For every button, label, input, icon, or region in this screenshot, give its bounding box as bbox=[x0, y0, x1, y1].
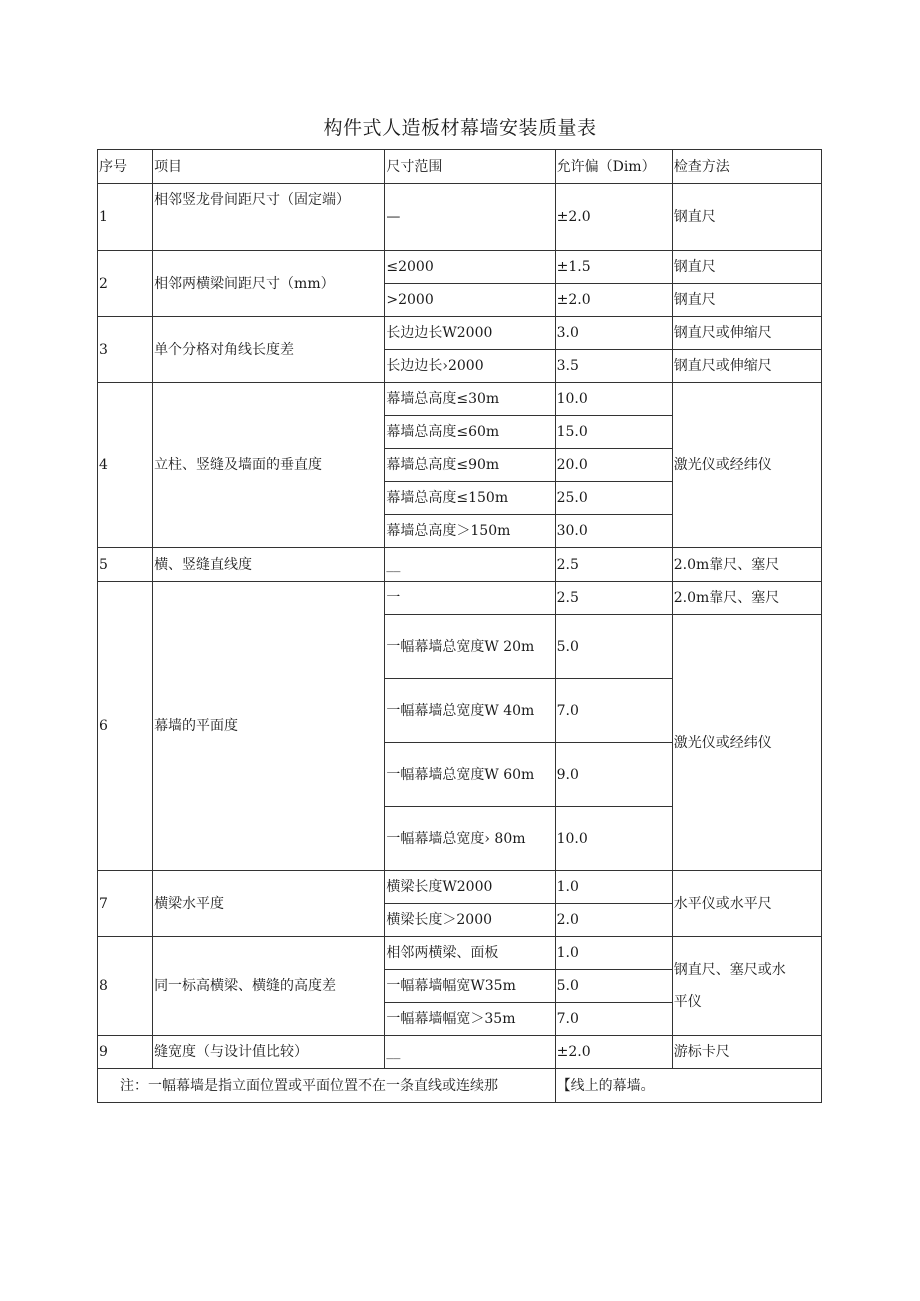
method-cell: 钢直尺或伸缩尺 bbox=[672, 317, 821, 350]
range-cell: 幕墙总高度≤30m bbox=[385, 383, 555, 416]
note-text: 注：一幅幕墙是指立面位置或平面位置不在一条直线或连续那 bbox=[98, 1069, 556, 1103]
item-cell: 相邻竖龙骨间距尺寸（固定端） bbox=[153, 184, 385, 251]
table-row bbox=[98, 937, 822, 970]
table-row bbox=[98, 871, 822, 904]
range-cell: 幕墙总高度≤90m bbox=[385, 449, 555, 482]
tolerance-cell: 10.0 bbox=[555, 383, 672, 416]
method-cell: 游标卡尺 bbox=[672, 1036, 821, 1069]
tolerance-cell: ±2.0 bbox=[555, 184, 672, 251]
row-number: 6 bbox=[98, 582, 153, 871]
tolerance-cell: 20.0 bbox=[555, 449, 672, 482]
table-row bbox=[98, 582, 822, 615]
method-cell: 钢直尺 bbox=[672, 251, 821, 284]
tolerance-cell: 5.0 bbox=[555, 615, 672, 679]
table-row bbox=[98, 184, 822, 251]
row-number: 1 bbox=[98, 184, 153, 251]
range-cell: 横梁长度＞2000 bbox=[385, 904, 555, 937]
tolerance-cell: 25.0 bbox=[555, 482, 672, 515]
header-cell: 项目 bbox=[153, 150, 385, 184]
row-number: 2 bbox=[98, 251, 153, 317]
row-number: 9 bbox=[98, 1036, 153, 1069]
header-cell: 序号 bbox=[98, 150, 153, 184]
header-cell: 尺寸范围 bbox=[385, 150, 555, 184]
row-number: 7 bbox=[98, 871, 153, 937]
range-cell: ≤2000 bbox=[385, 251, 555, 284]
range-cell: 幕墙总高度≤60m bbox=[385, 416, 555, 449]
range-cell: 一幅幕墙总宽度› 80m bbox=[385, 807, 555, 871]
item-cell: 立柱、竖缝及墙面的垂直度 bbox=[153, 383, 385, 548]
item-cell: 相邻两横梁间距尺寸（mm） bbox=[153, 251, 385, 317]
item-cell: 同一标高横梁、横缝的高度差 bbox=[153, 937, 385, 1036]
tolerance-cell: 30.0 bbox=[555, 515, 672, 548]
item-cell: 横、竖缝直线度 bbox=[153, 548, 385, 582]
method-cell: 钢直尺 bbox=[672, 184, 821, 251]
method-cell: 钢直尺 bbox=[672, 284, 821, 317]
range-cell: — bbox=[385, 184, 555, 251]
tolerance-cell: 2.0 bbox=[555, 904, 672, 937]
tolerance-cell: 7.0 bbox=[555, 1003, 672, 1036]
method-cell: 2.0m靠尺、塞尺 bbox=[672, 582, 821, 615]
tolerance-cell: 9.0 bbox=[555, 743, 672, 807]
note-row bbox=[98, 1069, 822, 1103]
header-cell: 检查方法 bbox=[672, 150, 821, 184]
tolerance-cell: 7.0 bbox=[555, 679, 672, 743]
range-cell: 一幅幕墙总宽度W 40m bbox=[385, 679, 555, 743]
table-row bbox=[98, 383, 822, 416]
method-cell: 2.0m靠尺、塞尺 bbox=[672, 548, 821, 582]
tolerance-cell: ±2.0 bbox=[555, 284, 672, 317]
row-number: 4 bbox=[98, 383, 153, 548]
tolerance-cell: 15.0 bbox=[555, 416, 672, 449]
range-cell: 一幅幕墙幅宽＞35m bbox=[385, 1003, 555, 1036]
range-cell: 一幅幕墙总宽度W 20m bbox=[385, 615, 555, 679]
note-text-continued: 【线上的幕墙。 bbox=[555, 1069, 821, 1103]
item-cell: 缝宽度（与设计值比较） bbox=[153, 1036, 385, 1069]
row-number: 8 bbox=[98, 937, 153, 1036]
tolerance-cell: 10.0 bbox=[555, 807, 672, 871]
item-cell: 单个分格对角线长度差 bbox=[153, 317, 385, 383]
tolerance-cell: 3.0 bbox=[555, 317, 672, 350]
range-cell: 幕墙总高度≤150m bbox=[385, 482, 555, 515]
tolerance-cell: 1.0 bbox=[555, 937, 672, 970]
method-cell: 激光仪或经纬仪 bbox=[672, 615, 821, 871]
tolerance-cell: 3.5 bbox=[555, 350, 672, 383]
table-row bbox=[98, 1036, 822, 1069]
range-cell: 一幅幕墙幅宽W35m bbox=[385, 970, 555, 1003]
row-number: 3 bbox=[98, 317, 153, 383]
range-cell: 相邻两横梁、面板 bbox=[385, 937, 555, 970]
table-row bbox=[98, 251, 822, 284]
range-cell: 一 bbox=[385, 582, 555, 615]
document-title: 构件式人造板材幕墙安装质量表 bbox=[323, 117, 597, 139]
method-cell: 激光仪或经纬仪 bbox=[672, 383, 821, 548]
tolerance-cell: ±1.5 bbox=[555, 251, 672, 284]
method-cell: 水平仪或水平尺 bbox=[672, 871, 821, 937]
range-cell: __ bbox=[385, 548, 555, 582]
tolerance-cell: 5.0 bbox=[555, 970, 672, 1003]
row-number: 5 bbox=[98, 548, 153, 582]
range-cell: 长边边长›2000 bbox=[385, 350, 555, 383]
method-cell: 钢直尺或伸缩尺 bbox=[672, 350, 821, 383]
range-cell: 幕墙总高度＞150m bbox=[385, 515, 555, 548]
method-cell: 钢直尺、塞尺或水平仪 bbox=[672, 937, 821, 1036]
range-cell: >2000 bbox=[385, 284, 555, 317]
range-cell: 横梁长度W2000 bbox=[385, 871, 555, 904]
table-row bbox=[98, 317, 822, 350]
range-cell: 长边边长W2000 bbox=[385, 317, 555, 350]
table-header-row bbox=[98, 150, 822, 184]
tolerance-cell: 2.5 bbox=[555, 548, 672, 582]
tolerance-cell: 2.5 bbox=[555, 582, 672, 615]
range-cell: __ bbox=[385, 1036, 555, 1069]
tolerance-cell: ±2.0 bbox=[555, 1036, 672, 1069]
table-row bbox=[98, 548, 822, 582]
tolerance-cell: 1.0 bbox=[555, 871, 672, 904]
range-cell: 一幅幕墙总宽度W 60m bbox=[385, 743, 555, 807]
quality-table bbox=[97, 149, 822, 1103]
item-cell: 幕墙的平面度 bbox=[153, 582, 385, 871]
header-cell: 允许偏（Dim） bbox=[555, 150, 672, 184]
item-cell: 横梁水平度 bbox=[153, 871, 385, 937]
